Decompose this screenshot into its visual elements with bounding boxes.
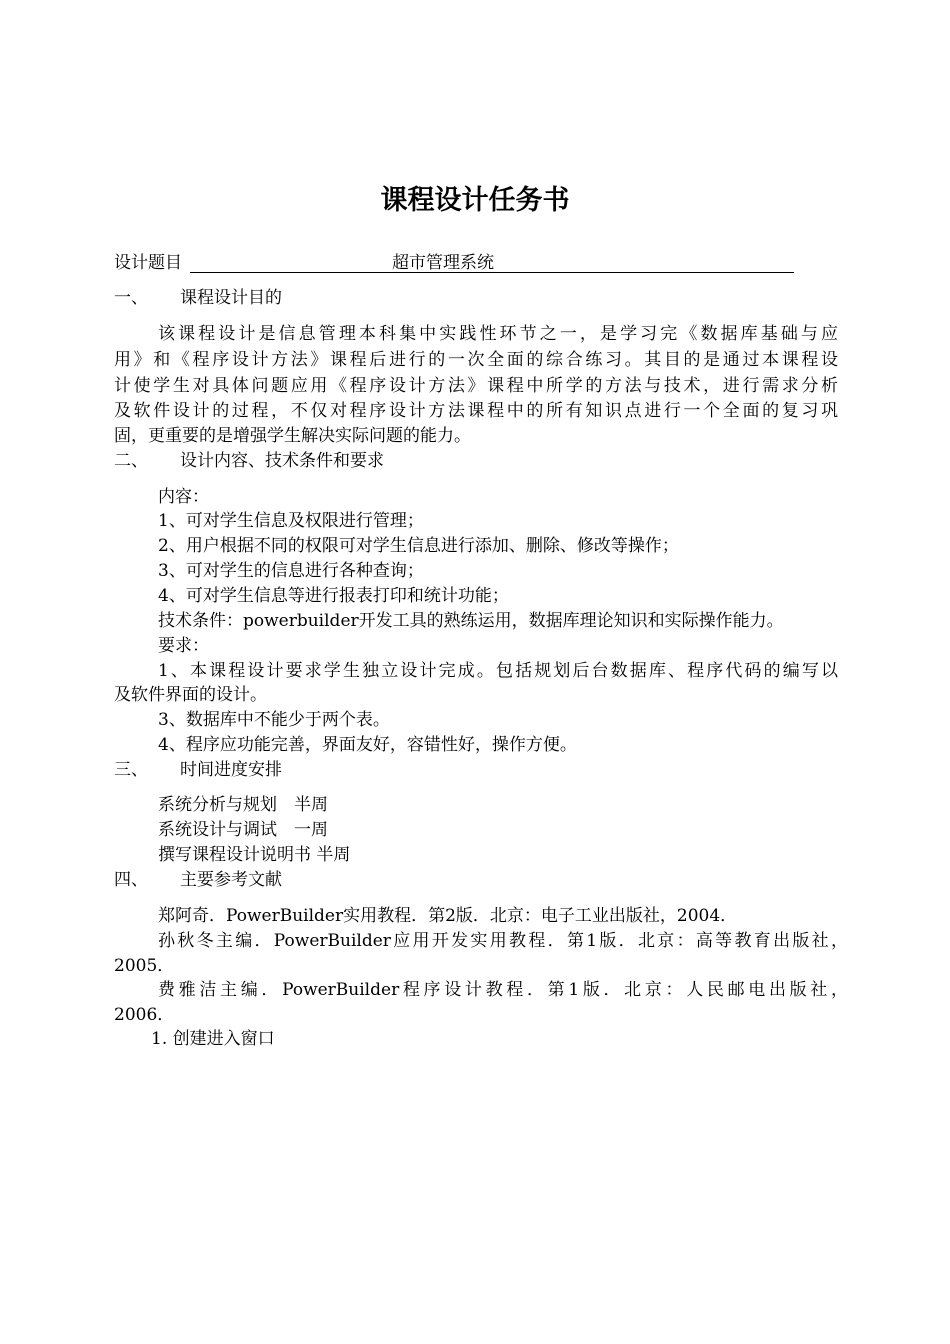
schedule-item: 系统设计与调试 一周 (158, 820, 328, 840)
document-title: 课程设计任务书 (380, 185, 570, 216)
purpose-paragraph-line: 该课程设计是信息管理本科集中实践性环节之一，是学习完《数据库基础与应 (158, 324, 838, 344)
schedule-item: 撰写课程设计说明书 半周 (158, 845, 351, 865)
schedule-item: 系统分析与规划 半周 (158, 795, 328, 815)
purpose-paragraph-line: 计使学生对具体问题应用《程序设计方法》课程中所学的方法与技术，进行需求分析 (114, 376, 838, 396)
tech-conditions: 技术条件：powerbuilder开发工具的熟练运用，数据库理论知识和实际操作能力。 (158, 611, 784, 631)
purpose-paragraph-line: 固，更重要的是增强学生解决实际问题的能力。 (114, 426, 471, 446)
content-item: 2、用户根据不同的权限可对学生信息进行添加、删除、修改等操作； (158, 536, 679, 556)
design-subject-value: 超市管理系统 (392, 253, 494, 273)
reference-item-continued: 2006． (114, 1005, 175, 1025)
requirement-item: 4、程序应功能完善，界面友好，容错性好，操作方便。 (158, 735, 577, 755)
requirement-item: 1、本课程设计要求学生独立设计完成。包括规划后台数据库、程序代码的编写以 (158, 661, 838, 681)
requirement-item: 3、数据库中不能少于两个表。 (158, 710, 390, 730)
reference-item: 郑阿奇．PowerBuilder实用教程．第2版．北京：电子工业出版社，2004． (158, 906, 738, 926)
requirement-item-continued: 及软件界面的设计。 (114, 685, 267, 705)
section-number: 四、 (114, 870, 148, 890)
content-item: 3、可对学生的信息进行各种查询； (158, 561, 424, 581)
section-title: 课程设计目的 (180, 288, 282, 308)
section-title: 设计内容、技术条件和要求 (180, 451, 384, 471)
content-label: 内容： (158, 487, 209, 507)
section-heading-content (114, 448, 384, 474)
reference-item: 孙秋冬主编．PowerBuilder应用开发实用教程．第1版．北京：高等教育出版社， (158, 931, 848, 951)
section-number: 三、 (114, 760, 148, 780)
content-item: 4、可对学生信息等进行报表打印和统计功能； (158, 586, 509, 606)
section-title: 时间进度安排 (180, 760, 282, 780)
numbered-item: 1. 创建进入窗口 (151, 1029, 275, 1049)
requirements-label: 要求： (158, 636, 209, 656)
content-item: 1、可对学生信息及权限进行管理； (158, 511, 424, 531)
section-heading-references (114, 867, 282, 893)
section-number: 二、 (114, 451, 148, 471)
section-number: 一、 (114, 288, 148, 308)
design-subject-row (114, 250, 494, 276)
design-subject-label: 设计题目 (114, 253, 182, 273)
reference-item-continued: 2005． (114, 956, 175, 976)
purpose-paragraph-line: 用》和《程序设计方法》课程后进行的一次全面的综合练习。其目的是通过本课程设 (114, 350, 838, 370)
section-heading-purpose (114, 285, 282, 311)
section-heading-schedule (114, 757, 282, 783)
section-title: 主要参考文献 (180, 870, 282, 890)
reference-item: 费雅洁主编．PowerBuilder程序设计教程．第1版．北京：人民邮电出版社， (158, 980, 848, 1000)
purpose-paragraph-line: 及软件设计的过程，不仅对程序设计方法课程中的所有知识点进行一个全面的复习巩 (114, 401, 838, 421)
